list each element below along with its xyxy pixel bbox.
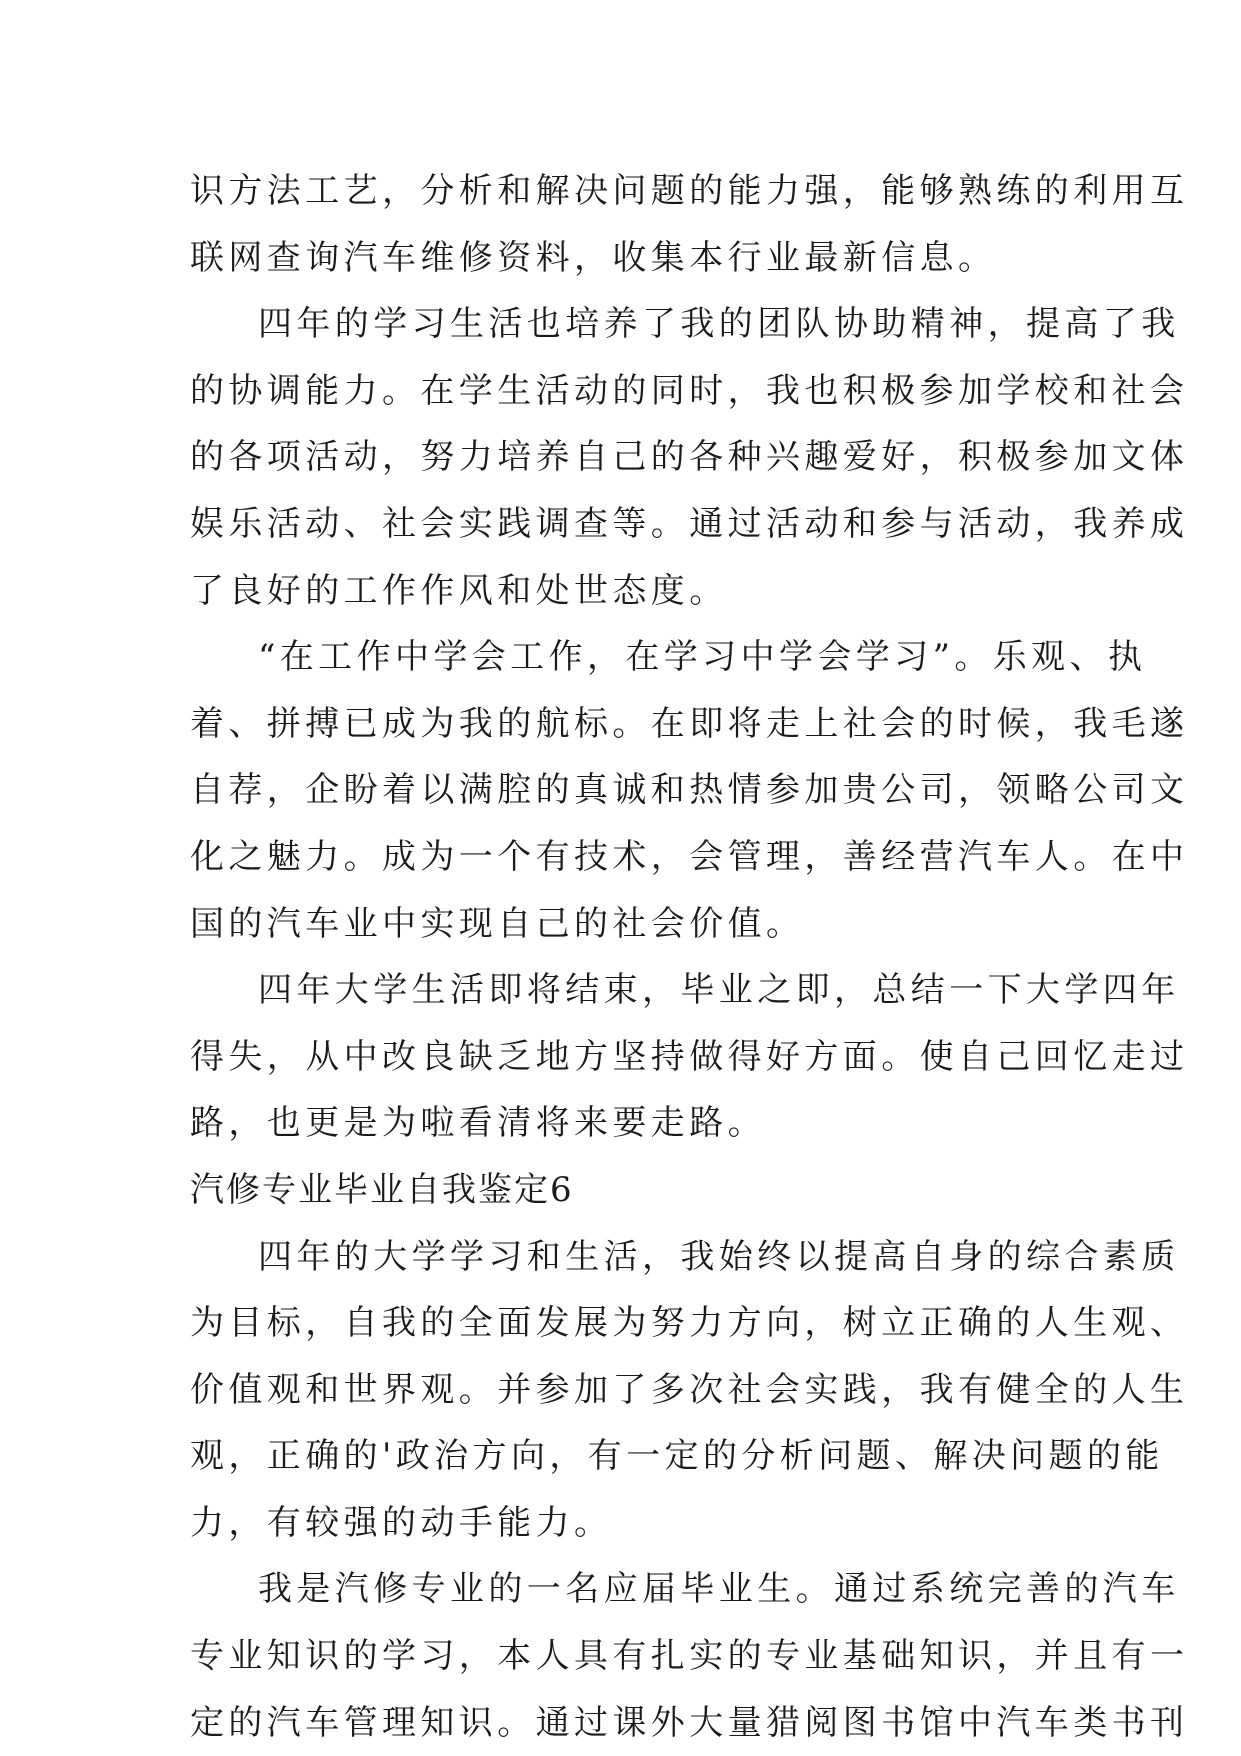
text-line: 着、拼搏已成为我的航标。在即将走上社会的时候，我毛遂 (190, 703, 1189, 744)
text-line: 观，正确的'政治方向，有一定的分析问题、解决问题的能 (190, 1436, 1164, 1477)
text-line: 自荐，企盼着以满腔的真诚和热情参加贵公司，领略公司文 (190, 770, 1189, 811)
text-line: 定的汽车管理知识。通过课外大量猎阅图书馆中汽车类书刊 (190, 1702, 1189, 1743)
text-line: 价值观和世界观。并参加了多次社会实践，我有健全的人生 (190, 1369, 1189, 1410)
text-line: 得失，从中改良缺乏地方坚持做得好方面。使自己回忆走过 (190, 1036, 1189, 1077)
text-line: 我是汽修专业的一名应届毕业生。通过系统完善的汽车 (258, 1569, 1180, 1610)
text-line: 路，也更是为啦看清将来要走路。 (190, 1103, 766, 1144)
text-line: 力，有较强的动手能力。 (190, 1502, 613, 1543)
text-line: 联网查询汽车维修资料，收集本行业最新信息。 (190, 237, 997, 278)
text-line: 四年大学生活即将结束，毕业之即，总结一下大学四年 (258, 970, 1180, 1011)
text-line: 了良好的工作作风和处世态度。 (190, 570, 728, 611)
text-line: 国的汽车业中实现自己的社会价值。 (190, 903, 805, 944)
text-line: 识方法工艺，分析和解决问题的能力强，能够熟练的利用互 (190, 171, 1189, 211)
section-heading: 汽修专业毕业自我鉴定6 (190, 1169, 574, 1210)
text-line: 四年的大学学习和生活，我始终以提高自身的综合素质 (258, 1236, 1180, 1277)
text-line: 娱乐活动、社会实践调查等。通过活动和参与活动，我养成 (190, 503, 1189, 544)
text-line: 四年的学习生活也培养了我的团队协助精神，提高了我 (258, 304, 1180, 345)
text-line: 的各项活动，努力培养自己的各种兴趣爱好，积极参加文体 (190, 437, 1189, 478)
text-line: 专业知识的学习，本人具有扎实的专业基础知识，并且有一 (190, 1636, 1189, 1677)
text-line: 为目标，自我的全面发展为努力方向，树立正确的人生观、 (190, 1303, 1189, 1344)
document-body (190, 158, 1189, 1756)
text-line: 化之魅力。成为一个有技术，会管理，善经营汽车人。在中 (190, 836, 1189, 877)
text-line: “在工作中学会工作，在学习中学会学习”。乐观、执 (258, 637, 1147, 678)
text-line: 的协调能力。在学生活动的同时，我也积极参加学校和社会 (190, 370, 1189, 411)
